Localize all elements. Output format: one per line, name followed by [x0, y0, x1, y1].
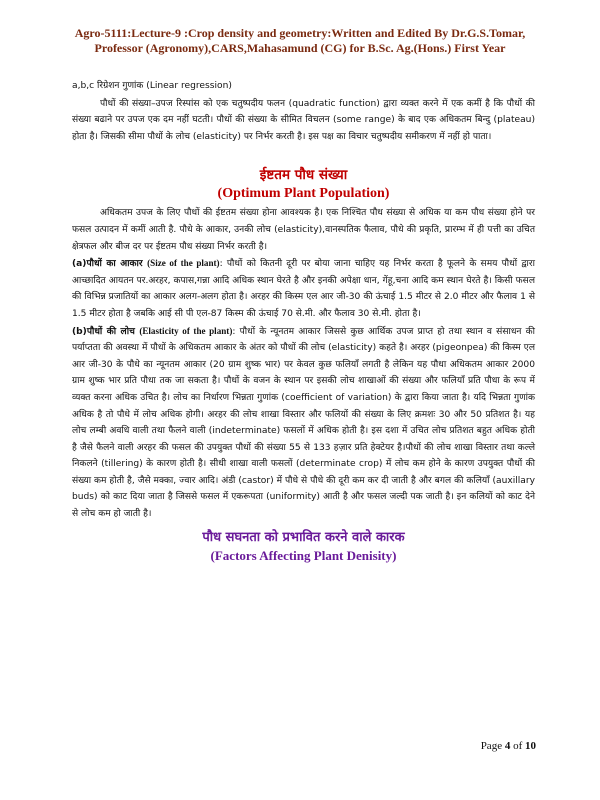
factors-title-hindi: पौध सघनता को प्रभावित करने वाले कारक	[202, 529, 405, 545]
document-header	[40, 26, 560, 56]
page-current: 4	[504, 740, 511, 752]
page-prefix: Page	[480, 740, 505, 752]
optimum-paragraph: अधिकतम उपज के लिए पौधों की ईष्टतम संख्या होना आवश्यक है। एक निश्चित पौध संख्या से अधिक या कम पौध संख्या होने पर फसल उत्पादन में कमीं आती है. पौधे के आकार, उनकी लोच (elasticity),वानस्पतिक फैलाव, पौधे की प्रकृति, प्रारम्भ में ही पत्ती का उचित क्षेत्रफल और बीज दर पर ईष्टतम पौध संख्या निर्भर करती है।	[72, 208, 535, 252]
optimum-title-hindi: ईष्टतम पौध संख्या	[259, 167, 348, 184]
elasticity-paragraph	[72, 323, 535, 523]
size-paragraph	[72, 255, 535, 322]
elasticity-heading-english: (Elasticity of the plant)	[139, 325, 233, 336]
size-heading-english: (Size of the plant)	[147, 258, 220, 269]
page-total: 10	[525, 740, 536, 752]
factors-title-english: (Factors Affecting Plant Denisity)	[210, 547, 397, 563]
size-heading-hindi: (a)पौधों का आकार	[72, 259, 148, 270]
optimum-title-english: (Optimum Plant Population)	[217, 186, 390, 202]
header-line-2: Professor (Agronomy),CARS,Mahasamund (CG) for B.Sc. Ag.(Hons.) First Year	[94, 41, 506, 55]
header-line-1: Agro-5111:Lecture-9 :Crop density and geometry:Written and Edited By Dr.G.S.Tomar,	[74, 26, 526, 40]
elasticity-heading-hindi: (b)पौधों की लोच	[72, 326, 140, 337]
regression-label: a,b,c रिग्रेशन गुणांक (Linear regression)	[72, 81, 232, 91]
intro-paragraph: पौधों की संख्या–उपज रिस्पांस को एक चतुष्पदीय फलन (quadratic function) द्वारा व्यक्त करने में एक कमीं है कि पौधों की संख्या बढाने पर उपज एक दम नहीं घटती। पौधों की संख्या के सीमित विचलन (some range) के बाद एक अधिकतम बिन्दु (plateau) होता है। जिसकी सीमा पौधों के लोच (elasticity) पर निर्भर करती है। इस पक्ष का विचार चतुष्पदीय समीकरण में नहीं हो पाता।	[72, 98, 535, 142]
elasticity-text: : पौधों के न्यूनतम आकार जिससे कुछ आर्थिक उपज प्राप्त हो तथा स्थान व संसाधन की पर्याप्तता की अवस्था में पौधों के अधिकतम आकार के अंतर को पौधों की लोच (elasticity) कहते है। अरहर (pigeonpea) की किस्म एल आर जी-30 के पौधे का न्यूनतम आकार (20 ग्राम शुष्क भार) पर केवल कुछ फलियाँ लगती है लेकिन यह पौधा अधिकतम आकार 2000 ग्राम शुष्क भार प्रति पौधा तक जा सकता है। पौधों के वजन के स्थान पर इसकी लोच शाखाओं की संख्या और फलियाँ प्रति पौधा के रूप में व्यक्त करना अधिक उचित है। लोच का निर्धारण भिन्नता गुणांक (coefficient of variation) के द्वारा किया जाता है। यदि भिन्नता गुणांक अधिक है तो पौधे में लोच अधिक होगी। अरहर की लोच शाखा विस्तार और फलियों की संख्या के लिए क्रमशः 30 और 50 प्रतिशत है। यह लोच लम्बी अवधि वाली तथा फैलने वाली (indeterminate) फसलों में अधिक होती है। इस दशा में उचित लोच प्रतिशत बहुत अधिक होती है जैसे फैलने वाली अरहर की फसल की उपयुक्त पौधों की संख्या 55 से 133 हज़ार प्रति हेक्टेयर है।पौधों की लोच शाखा विस्तार तथा कल्ले निकलने (tillering) के कारण होती है। सीधी शाखा वाली फसलों (determinate crop) में लोच कम होने के कारण उपयुक्त पौधों की संख्या कम होती है, जैसे मक्का, ज्वार आदि। अंडी (castor) में पौधे से पौधे की दूरी कम कर दी जाती है और बगल की कलियाँ (auxillary buds) को काट दिया जाता है जिससे फसल में एकरूपता (uniformity) आती है और फसल जल्दी पक जाती है। इन कलियों को काट देने से लोच कम हो जाती है।	[72, 326, 535, 520]
size-heading	[72, 259, 220, 269]
page-number	[481, 740, 536, 752]
document-body	[72, 78, 535, 564]
size-text: : पौधों को कितनी दूरी पर बोया जाना चाहिए यह निर्भर करता है फूलने के समय पौधों द्वारा आच्छादित आयतन पर.अरहर, कपास,गन्ना आदि अधिक स्थान घेरते है और इनकी अपेक्षा धान, गेंहू,चना आदि कम स्थान घेरते है। किसी फसल की विभिन्न प्रजातियों का आकार अलग-अलग होता है। अरहर की किस्म एल आर जी-30 की ऊंचाई 1.5 मीटर से 2.0 मीटर और फैलाव 1 से 1.5 मीटर होता है जबकि आई सी पी एल-87 किस्म की ऊंचाई 70 से.मी. और फैलाव 30 से.मी. होता है।	[72, 259, 535, 319]
page-of: of	[510, 740, 525, 752]
elasticity-heading	[72, 327, 232, 337]
